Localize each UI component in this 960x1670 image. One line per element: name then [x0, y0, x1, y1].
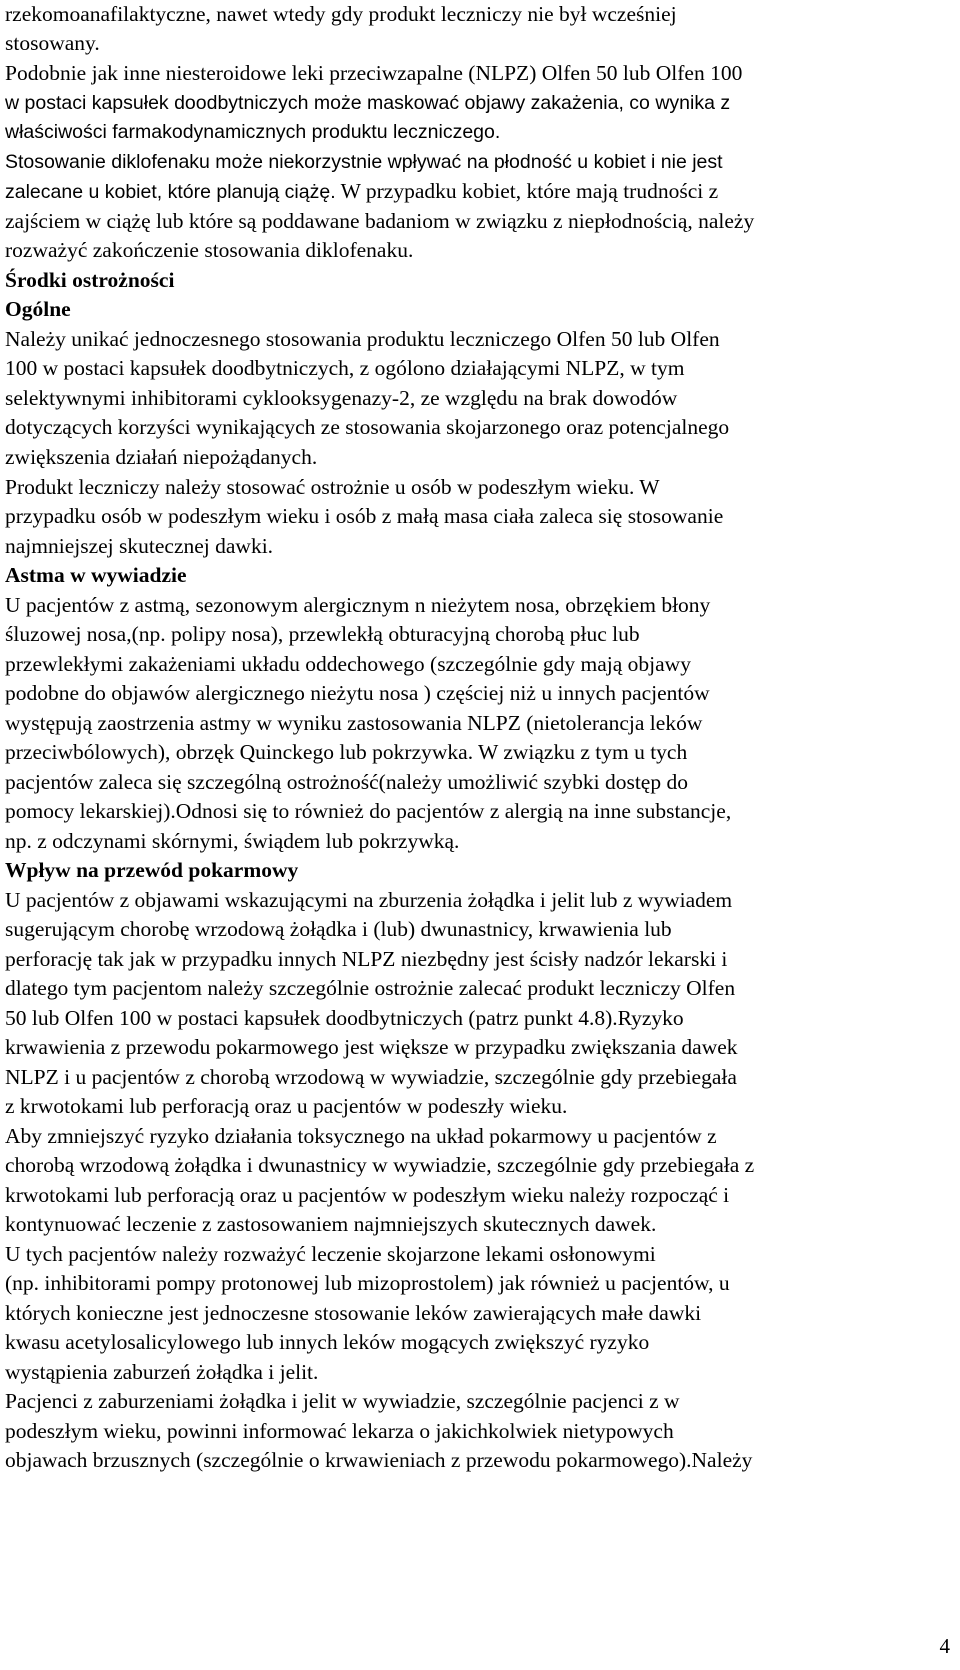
text-line: np. z odczynami skórnymi, świądem lub pokrzywką. [5, 829, 460, 853]
text-line: z krwotokami lub perforacją oraz u pacjentów w podeszły wieku. [5, 1094, 568, 1118]
text-line: chorobą wrzodową żołądka i dwunastnicy w wywiadzie, szczególnie gdy przebiegała z [5, 1153, 755, 1177]
text-line: 100 w postaci kapsułek doodbytniczych, z ogólono działającymi NLPZ, w tym [5, 356, 685, 380]
text-line: stosowany. [5, 31, 100, 55]
text-line: selektywnymi inhibitorami cyklooksygenazy-2, ze względu na brak dowodów [5, 386, 678, 410]
text-line: perforację tak jak w przypadku innych NLPZ niezbędny jest ścisły nadzór lekarski i [5, 947, 728, 971]
text-line: śluzowej nosa,(np. polipy nosa), przewlekłą obturacyjną chorobą płuc lub [5, 622, 640, 646]
text-line: przypadku osób w podeszłym wieku i osób z małą masa ciała zaleca się stosowanie [5, 504, 724, 528]
text-line: rozważyć zakończenie stosowania diklofenaku. [5, 238, 414, 262]
text-line: pomocy lekarskiej).Odnosi się to również do pacjentów z alergią na inne substancje, [5, 799, 732, 823]
text-line: Należy unikać jednoczesnego stosowania produktu leczniczego Olfen 50 lub Olfen [5, 327, 720, 351]
text-line: przeciwbólowych), obrzęk Quinckego lub pokrzywka. W związku z tym u tych [5, 740, 688, 764]
text-line: NLPZ i u pacjentów z chorobą wrzodową w wywiadzie, szczególnie gdy przebiegała [5, 1065, 737, 1089]
text-line: wystąpienia zaburzeń żołądka i jelit. [5, 1360, 319, 1384]
text-line: dlatego tym pacjentom należy szczególnie ostrożnie zalecać produkt leczniczy Olfen [5, 976, 736, 1000]
text-line: krwawienia z przewodu pokarmowego jest większe w przypadku zwiększania dawek [5, 1035, 738, 1059]
subsection-heading: Astma w wywiadzie [5, 563, 187, 587]
subsection-heading: Wpływ na przewód pokarmowy [5, 858, 299, 882]
page-number: 4 [939, 1634, 950, 1658]
text-line: właściwości farmakodynamicznych produktu leczniczego. [5, 121, 501, 143]
text-line: (np. inhibitorami pompy protonowej lub mizoprostolem) jak również u pacjentów, u [5, 1271, 730, 1295]
text-line: krwotokami lub perforacją oraz u pacjentów w podeszłym wieku należy rozpocząć i [5, 1183, 730, 1207]
text-line: zajściem w ciążę lub które są poddawane badaniom w związku z niepłodnością, należy [5, 209, 755, 233]
text-line: których konieczne jest jednoczesne stosowanie leków zawierających małe dawki [5, 1301, 702, 1325]
text-line: pacjentów zaleca się szczególną ostrożność(należy umożliwić szybki dostęp do [5, 770, 688, 794]
text-line: występują zaostrzenia astmy w wyniku zastosowania NLPZ (nietolerancja leków [5, 711, 703, 735]
text-segment: W przypadku kobiet, które mają trudności z [335, 179, 719, 203]
section-heading: Środki ostrożności [5, 268, 175, 292]
text-line: zwiększenia działań niepożądanych. [5, 445, 318, 469]
text-line: przewlekłymi zakażeniami układu oddechowego (szczególnie gdy mają objawy [5, 652, 691, 676]
text-line: kwasu acetylosalicylowego lub innych leków mogących zwiększyć ryzyko [5, 1330, 650, 1354]
text-line: U tych pacjentów należy rozważyć leczenie skojarzone lekami osłonowymi [5, 1242, 656, 1266]
mixed-text-line [5, 178, 718, 205]
text-line: podeszłym wieku, powinni informować lekarza o jakichkolwiek nietypowych [5, 1419, 674, 1443]
text-line: U pacjentów z astmą, sezonowym alergicznym n nieżytem nosa, obrzękiem błony [5, 593, 711, 617]
text-line: Pacjenci z zaburzeniami żołądka i jelit w wywiadzie, szczególnie pacjenci z w [5, 1389, 680, 1413]
text-line: objawach brzusznych (szczególnie o krwawieniach z przewodu pokarmowego).Należy [5, 1448, 753, 1472]
text-line: rzekomoanafilaktyczne, nawet wtedy gdy produkt leczniczy nie był wcześniej [5, 2, 677, 26]
text-line: Produkt leczniczy należy stosować ostrożnie u osób w podeszłym wieku. W [5, 475, 660, 499]
text-line: najmniejszej skutecznej dawki. [5, 534, 274, 558]
text-line: Stosowanie diklofenaku może niekorzystnie wpływać na płodność u kobiet i nie jest [5, 151, 723, 173]
text-segment: zalecane u kobiet, które planują ciążę. [5, 181, 336, 203]
text-line: w postaci kapsułek doodbytniczych może maskować objawy zakażenia, co wynika z [5, 92, 731, 114]
text-line: podobne do objawów alergicznego nieżytu nosa ) częściej niż u innych pacjentów [5, 681, 710, 705]
text-line: Podobnie jak inne niesteroidowe leki przeciwzapalne (NLPZ) Olfen 50 lub Olfen 100 [5, 61, 743, 85]
text-line: U pacjentów z objawami wskazującymi na zburzenia żołądka i jelit lub z wywiadem [5, 888, 733, 912]
text-line: kontynuować leczenie z zastosowaniem najmniejszych skutecznych dawek. [5, 1212, 657, 1236]
text-line: 50 lub Olfen 100 w postaci kapsułek doodbytniczych (patrz punkt 4.8).Ryzyko [5, 1006, 684, 1030]
text-line: sugerującym chorobę wrzodową żołądka i (lub) dwunastnicy, krwawienia lub [5, 917, 672, 941]
text-line: Aby zmniejszyć ryzyko działania toksycznego na układ pokarmowy u pacjentów z [5, 1124, 717, 1148]
text-line: dotyczących korzyści wynikających ze stosowania skojarzonego oraz potencjalnego [5, 415, 730, 439]
subsection-heading: Ogólne [5, 297, 71, 321]
